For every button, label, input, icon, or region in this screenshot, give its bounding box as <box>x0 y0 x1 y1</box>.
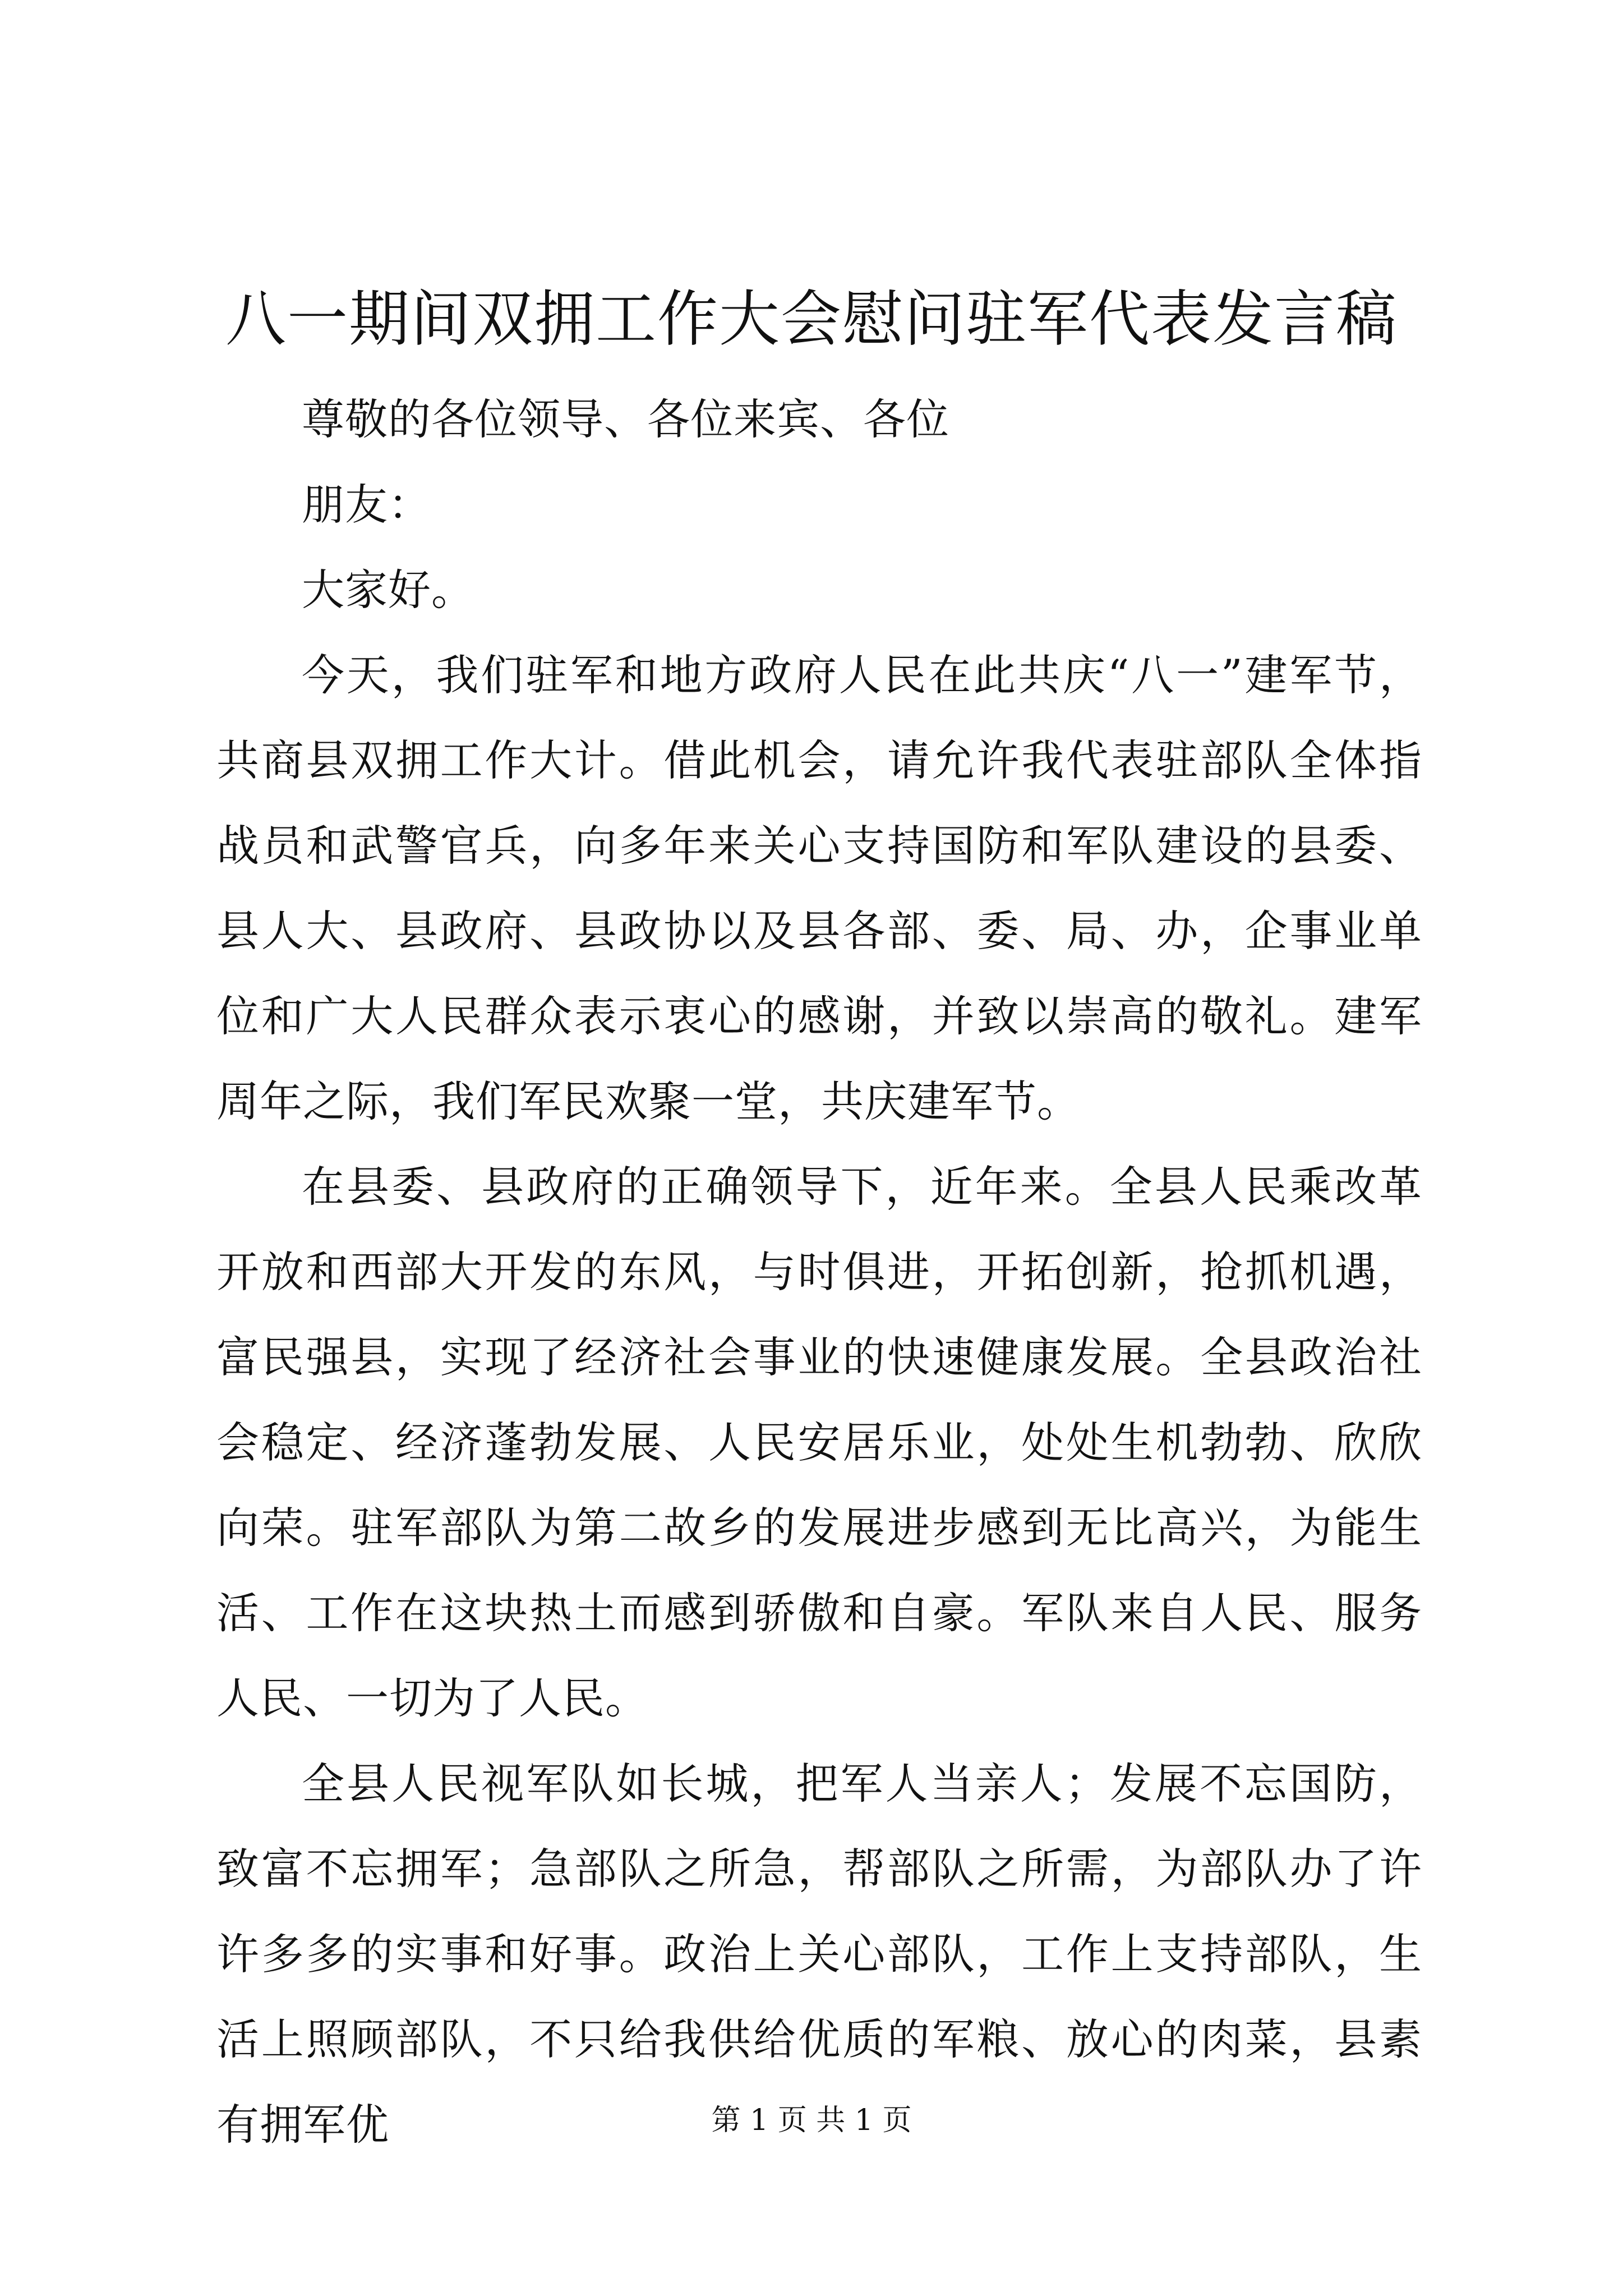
document-body <box>216 377 1422 2168</box>
footer-page-number: 1 <box>750 2104 769 2137</box>
document-title: 八一期间双拥工作大会慰问驻军代表发言稿 <box>225 284 1398 355</box>
footer-total-number: 1 <box>854 2104 873 2137</box>
body-paragraph-1: 今天，我们驻军和地方政府人民在此共庆“八一”建军节，共商县双拥工作大计。借此机会，请允许我代表驻部队全体指战员和武警官兵，向多年来关心支持国防和军队建设的县委、县人大、县政府、县政协以及县各部、委、局、办，企事业单位和广大人民群众表示衷心的感谢，并致以崇高的敬礼。建军周年之际，我们军民欢聚一堂，共庆建军节。 <box>216 650 1422 1126</box>
body-paragraph-2: 在县委、县政府的正确领导下，近年来。全县人民乘改革开放和西部大开发的东风，与时俱进，开拓创新，抢抓机遇，富民强县，实现了经济社会事业的快速健康发展。全县政治社会稳定、经济蓬勃发展、人民安居乐业，处处生机勃勃、欣欣向荣。驻军部队为第二故乡的发展进步感到无比高兴，为能生活、工作在这块热土而感到骄傲和自豪。军队来自人民、服务人民、一切为了人民。 <box>216 1162 1422 1723</box>
footer-page-unit: 页 <box>777 2104 807 2137</box>
footer-total-label: 共 <box>816 2104 846 2137</box>
greeting: 大家好。 <box>302 565 474 615</box>
body-paragraph-3: 全县人民视军队如长城，把军人当亲人；发展不忘国防，致富不忘拥军；急部队之所急，帮部队之所需，为部队办了许许多多的实事和好事。政治上关心部队，工作上支持部队，生活上照顾部队，不只给我供给优质的军粮、放心的肉菜，县素有拥军优 <box>216 1759 1422 2150</box>
page-footer <box>0 2101 1623 2140</box>
footer-page-label: 第 <box>711 2104 741 2137</box>
salutation-line-2: 朋友： <box>302 480 431 530</box>
salutation-line-1: 尊敬的各位领导、各位来宾、各位 <box>302 394 949 444</box>
footer-total-unit: 页 <box>882 2104 912 2137</box>
